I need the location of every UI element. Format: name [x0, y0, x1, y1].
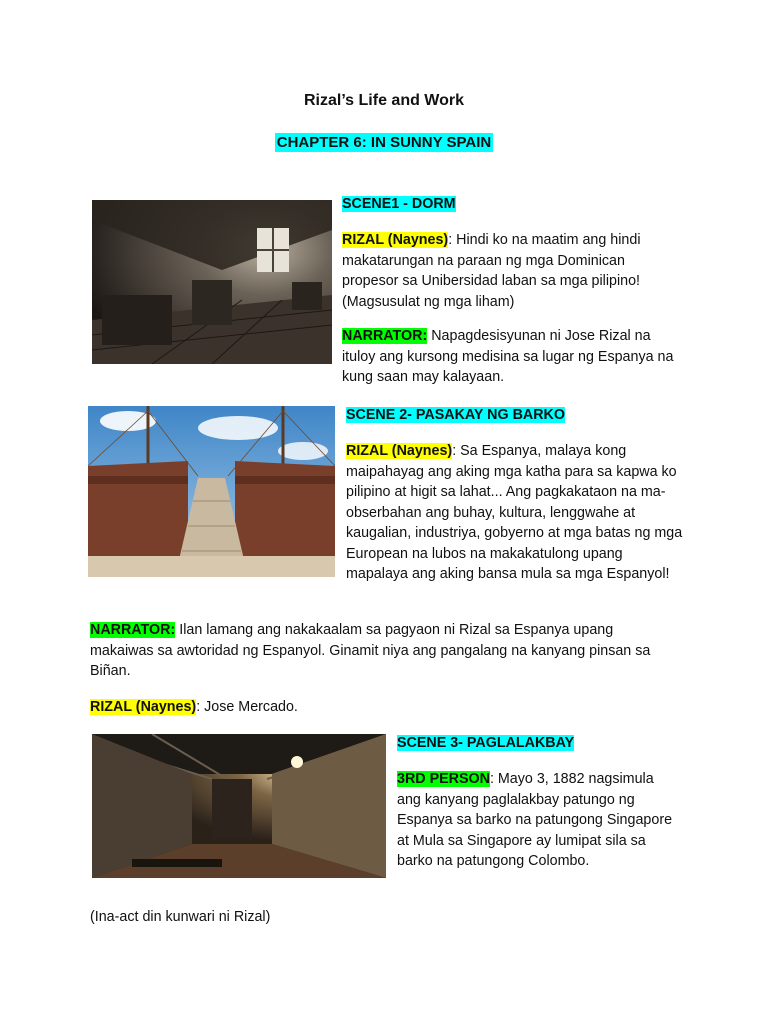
- scene3-person-line: [397, 769, 679, 872]
- scene1-narrator-line: [342, 326, 682, 388]
- speaker-label: 3RD PERSON: [397, 771, 490, 787]
- rizal-mercado-line: [90, 697, 680, 718]
- speaker-label: RIZAL (Naynes): [346, 443, 453, 459]
- scene3-heading: SCENE 3- PAGLALAKBAY: [397, 735, 575, 751]
- scene2-heading: SCENE 2- PASAKAY NG BARKO: [346, 407, 565, 423]
- scene3-heading-line: [397, 733, 574, 754]
- scene1-rizal-line: [342, 230, 682, 312]
- dialogue-text: : Jose Mercado.: [196, 699, 298, 715]
- scene1-heading: SCENE1 - DORM: [342, 196, 456, 212]
- speaker-label: RIZAL (Naynes): [342, 232, 449, 248]
- scene2-heading-line: [346, 405, 565, 426]
- ship-corridor-image: [92, 734, 386, 878]
- dialogue-text: : Hindi ko na maatim ang hindi makatarungan na paraan ng mga Dominican propesor sa Unibersidad laban sa mga pilipino! (Magsusulat ng mga liham): [342, 232, 641, 310]
- dialogue-text: Ilan lamang ang nakakaalam sa pagyaon ni Rizal sa Espanya upang makaiwas sa awtoridad ng Espanyol. Ginamit niya ang pangalang na kanyang pinsan sa Biñan.: [90, 622, 651, 679]
- document-title: Rizal’s Life and Work: [303, 92, 465, 109]
- scene2-rizal-line: [346, 441, 686, 585]
- speaker-label: NARRATOR:: [342, 328, 428, 344]
- dialogue-text: : Sa Espanya, malaya kong maipahayag ang aking mga katha para sa kapwa ko pilipino at higit sa lahat... Ang pagkakataon na ma-obserbahan ang buhay, kultura, lenggwahe at kaugalian, industriya, gobyerno at mga batas ng mga European na lubos na makakatulong upang mapalaya ang aking bansa mula sa mga Espanyol!: [346, 443, 683, 582]
- dialogue-text: Napagdesisyunan ni Jose Rizal na ituloy ang kursong medisina sa lugar ng Espanya na kung saan may kalayaan.: [342, 328, 674, 385]
- dialogue-text: : Mayo 3, 1882 nagsimula ang kanyang paglalakbay patungo ng Espanya sa barko na patungong Singapore at Mula sa Singapore ay lumipat sila sa barko na patungong Colombo.: [397, 771, 673, 869]
- chapter-heading-wrap: [0, 134, 768, 152]
- scene1-heading-line: [342, 194, 456, 215]
- footer-note: (Ina-act din kunwari ni Rizal): [90, 909, 271, 925]
- chapter-heading: CHAPTER 6: IN SUNNY SPAIN: [276, 134, 492, 151]
- narrator2-line: [90, 620, 680, 682]
- dorm-room-image: [92, 200, 332, 364]
- ship-deck-image: [88, 406, 335, 577]
- speaker-label: NARRATOR:: [90, 622, 176, 638]
- speaker-label: RIZAL (Naynes): [90, 699, 197, 715]
